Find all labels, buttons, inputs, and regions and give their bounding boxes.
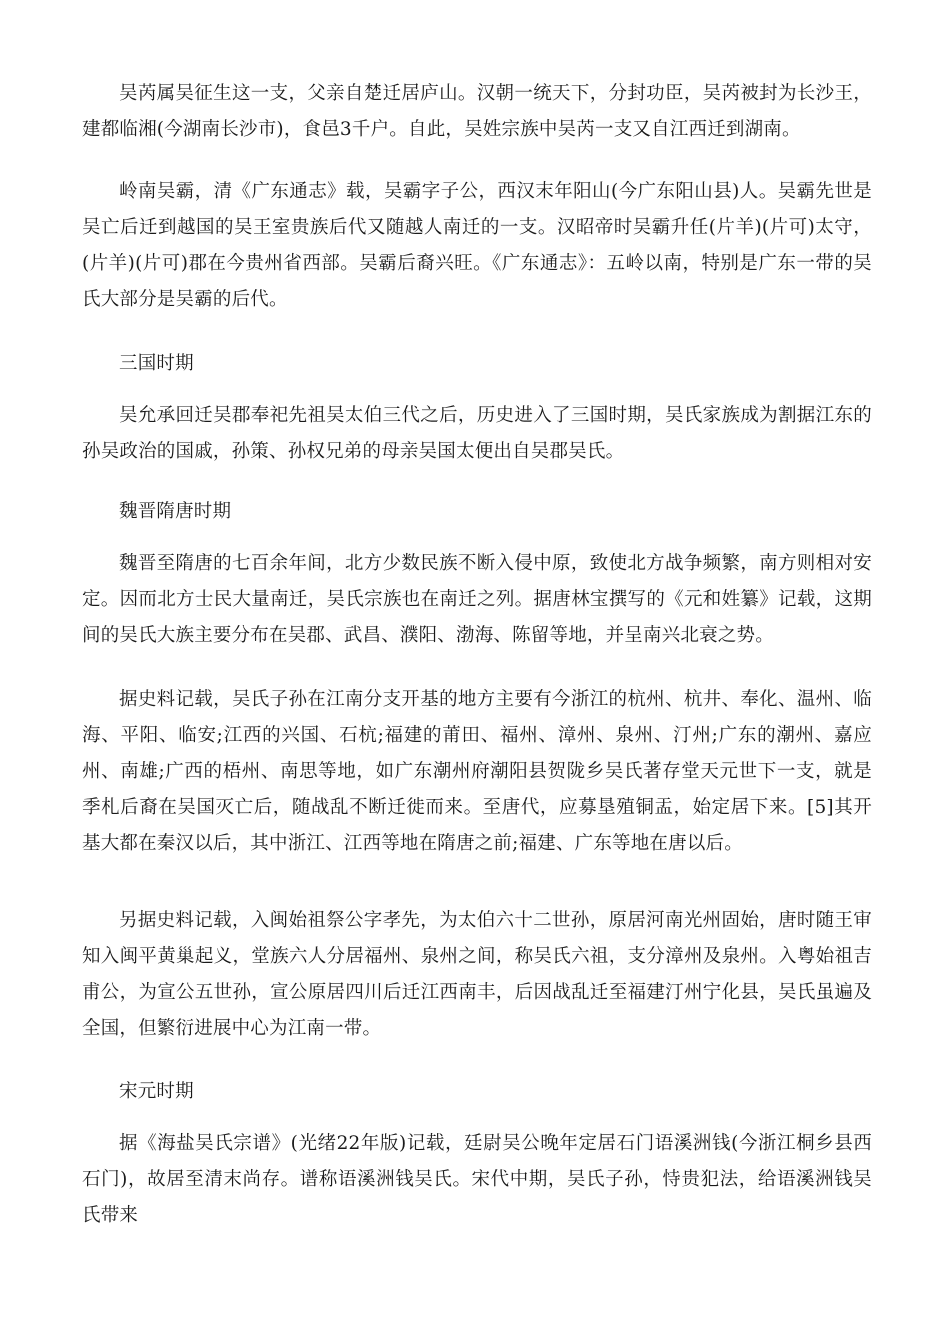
paragraph-lingnan-wu-ba: 岭南吴霸，清《广东通志》载，吴霸字子公，西汉末年阳山(今广东阳山县)人。吴霸先世是吴亡后迁到越国的吴王室贵族后代又随越人南迁的一支。汉昭帝时吴霸升任(片羊)(片可)太守，(片羊)(片可)郡在今贵州省西部。吴霸后裔兴旺。《广东通志》：五岭以南，特别是广东一带的吴氏大部分是吴霸的后代。 xyxy=(82,181,872,310)
paragraph-fujian-guangdong-ancestors: 另据史料记载，入闽始祖祭公字孝先，为太伯六十二世孙，原居河南光州固始，唐时随王审知入闽平黄巢起义，堂族六人分居福州、泉州之间，称吴氏六祖，支分漳州及泉州。入粤始祖吉甫公，为宣公五世孙，宣公原居四川后迁江西南丰，后因战乱迁至福建汀州宁化县，吴氏虽遍及全国，但繁衍进展中心为江南一带。 xyxy=(82,910,872,1039)
paragraph-three-kingdoms: 吴允承回迁吴郡奉祀先祖吴太伯三代之后，历史进入了三国时期，吴氏家族成为割据江东的孙吴政治的国戚，孙策、孙权兄弟的母亲吴国太便出自吴郡吴氏。 xyxy=(82,405,872,462)
paragraph-jiangnan-branches: 据史料记载，吴氏子孙在江南分支开基的地方主要有今浙江的杭州、杭井、奉化、温州、临海、平阳、临安;江西的兴国、石杭;福建的莆田、福州、漳州、泉州、汀州;广东的潮州、嘉应州、南雄;广西的梧州、南思等地，如广东潮州府潮阳县贺陇乡吴氏著存堂天元世下一支，就是季札后裔在吴国灭亡后，随战乱不断迁徙而来。至唐代，应募垦殖铜盂，始定居下来。[5]其开基大都在秦汉以后，其中浙江、江西等地在隋唐之前;福建、广东等地在唐以后。 xyxy=(82,689,872,854)
paragraph-wu-rui: 吴芮属吴征生这一支，父亲自楚迁居庐山。汉朝一统天下，分封功臣，吴芮被封为长沙王，建都临湘(今湖南长沙市)，食邑3千户。自此，吴姓宗族中吴芮一支又自江西迁到湖南。 xyxy=(82,83,872,140)
paragraph-haiyan-genealogy: 据《海盐吴氏宗谱》(光绪22年版)记载，廷尉吴公晚年定居石门语溪洲钱(今浙江桐乡县西石门)，故居至清末尚存。谱称语溪洲钱吴氏。宋代中期，吴氏子孙，恃贵犯法，给语溪洲钱吴氏带来 xyxy=(82,1133,872,1226)
section-heading-wei-jin-sui-tang: 魏晋隋唐时期 xyxy=(119,501,232,522)
paragraph-wei-jin-migration: 魏晋至隋唐的七百余年间，北方少数民族不断入侵中原，致使北方战争频繁，南方则相对安定。因而北方士民大量南迁，吴氏宗族也在南迁之列。据唐林宝撰写的《元和姓纂》记载，这期间的吴氏大族主要分布在吴郡、武昌、濮阳、渤海、陈留等地，并呈南兴北衰之势。 xyxy=(82,553,872,646)
section-heading-three-kingdoms: 三国时期 xyxy=(119,353,194,374)
section-heading-song-yuan: 宋元时期 xyxy=(119,1081,194,1102)
